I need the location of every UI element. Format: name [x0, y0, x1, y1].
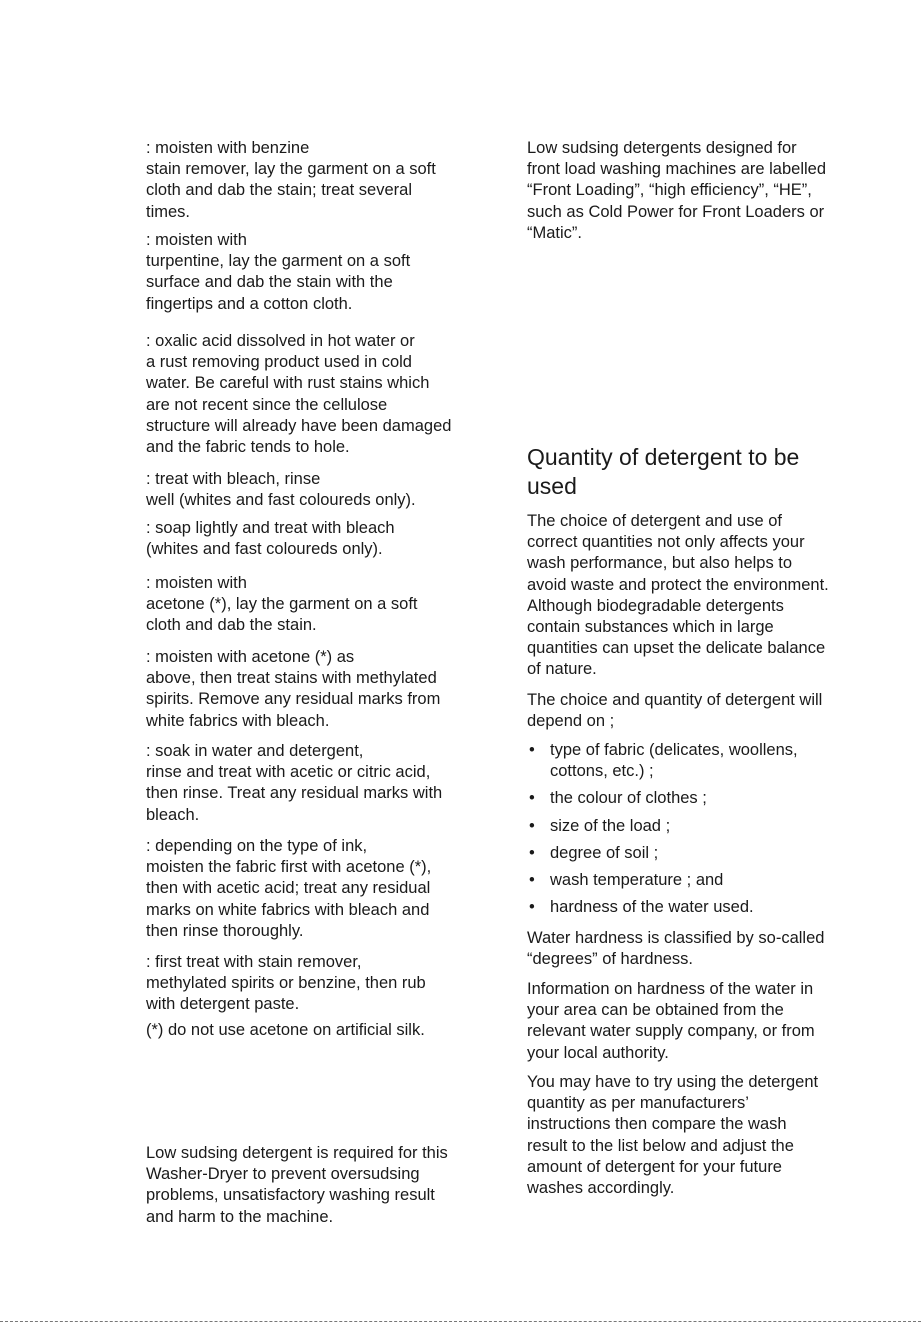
detergent-depends-paragraph: The choice and quantity of detergent will depend on ; — [527, 691, 823, 731]
ink-stain-paragraph: : depending on the type of ink, moisten the fabric first with acetone (*), then with acetic acid; treat any residual marks on white fabrics with bleach and then rinse thoroughly. — [146, 837, 432, 940]
water-hardness-paragraph: Water hardness is classified by so-called “degrees” of hardness. — [527, 929, 825, 969]
list-item-text: type of fabric (delicates, woollens, cottons, etc.) ; — [550, 741, 798, 781]
page-bottom-rule — [0, 1321, 921, 1322]
list-item — [527, 843, 907, 864]
list-item — [527, 788, 907, 809]
list-item-text: degree of soil ; — [550, 843, 659, 862]
detergent-choice-paragraph: The choice of detergent and use of correct quantities not only affects your wash performance, but also helps to avoid waste and protect the environment. Although biodegradable detergents contain substances which in large quantities can upset the delicate balance of nature. — [527, 512, 829, 679]
front-loading-detergent-paragraph: Low sudsing detergents designed for front load washing machines are labelled “Front Loading”, “high efficiency”, “HE”, such as Cold Power for Front Loaders or “Matic”. — [527, 139, 827, 242]
list-item — [527, 816, 907, 837]
benzine-stain-paragraph: : moisten with benzine stain remover, lay the garment on a soft cloth and dab the stain; treat several times. — [146, 139, 436, 221]
bullet-icon: • — [529, 871, 535, 890]
acetone-methylated-paragraph: : moisten with acetone (*) as above, then treat stains with methylated spirits. Remove any residual marks from white fabrics with bleach. — [146, 648, 441, 730]
bullet-icon: • — [529, 816, 535, 835]
list-item — [527, 897, 907, 918]
bullet-icon: • — [529, 843, 535, 862]
list-item-text: hardness of the water used. — [550, 898, 754, 917]
stain-remover-paragraph: : first treat with stain remover, methylated spirits or benzine, then rub with detergent paste. — [146, 953, 426, 1014]
bleach-rinse-paragraph: : treat with bleach, rinse well (whites and fast coloureds only). — [146, 470, 416, 510]
try-detergent-paragraph: You may have to try using the detergent quantity as per manufacturers’ instructions then compare the wash result to the list below and adjust the amount of detergent for your future washes accordingly. — [527, 1073, 819, 1198]
detergent-quantity-heading: Quantity of detergent to be used — [527, 444, 800, 499]
list-item — [527, 870, 907, 891]
list-item-text: wash temperature ; and — [550, 871, 724, 890]
list-item — [527, 740, 907, 782]
bullet-icon: • — [529, 898, 535, 917]
low-sudsing-required-paragraph: Low sudsing detergent is required for this Washer-Dryer to prevent oversudsing problems, unsatisfactory washing result and harm to the machine. — [146, 1144, 448, 1226]
turpentine-stain-paragraph: : moisten with turpentine, lay the garment on a soft surface and dab the stain with the fingertips and a cotton cloth. — [146, 231, 411, 313]
bullet-icon: • — [529, 741, 535, 759]
acetone-stain-paragraph: : moisten with acetone (*), lay the garment on a soft cloth and dab the stain. — [146, 574, 418, 635]
bullet-icon: • — [529, 789, 535, 808]
rust-stain-paragraph: : oxalic acid dissolved in hot water or a rust removing product used in cold water. Be careful with rust stains which are not recent since the cellulose structure will already have been damaged and the fabric tends to hole. — [146, 332, 452, 457]
list-item-text: the colour of clothes ; — [550, 789, 707, 808]
hardness-information-paragraph: Information on hardness of the water in your area can be obtained from the relevant water supply company, or from your local authority. — [527, 980, 815, 1062]
acetone-note: (*) do not use acetone on artificial silk. — [146, 1021, 425, 1039]
soap-bleach-paragraph: : soap lightly and treat with bleach (whites and fast coloureds only). — [146, 519, 395, 559]
acetic-acid-paragraph: : soak in water and detergent, rinse and treat with acetic or citric acid, then rinse. Treat any residual marks with bleach. — [146, 742, 443, 824]
list-item-text: size of the load ; — [550, 816, 671, 835]
detergent-factors-list — [527, 740, 907, 918]
